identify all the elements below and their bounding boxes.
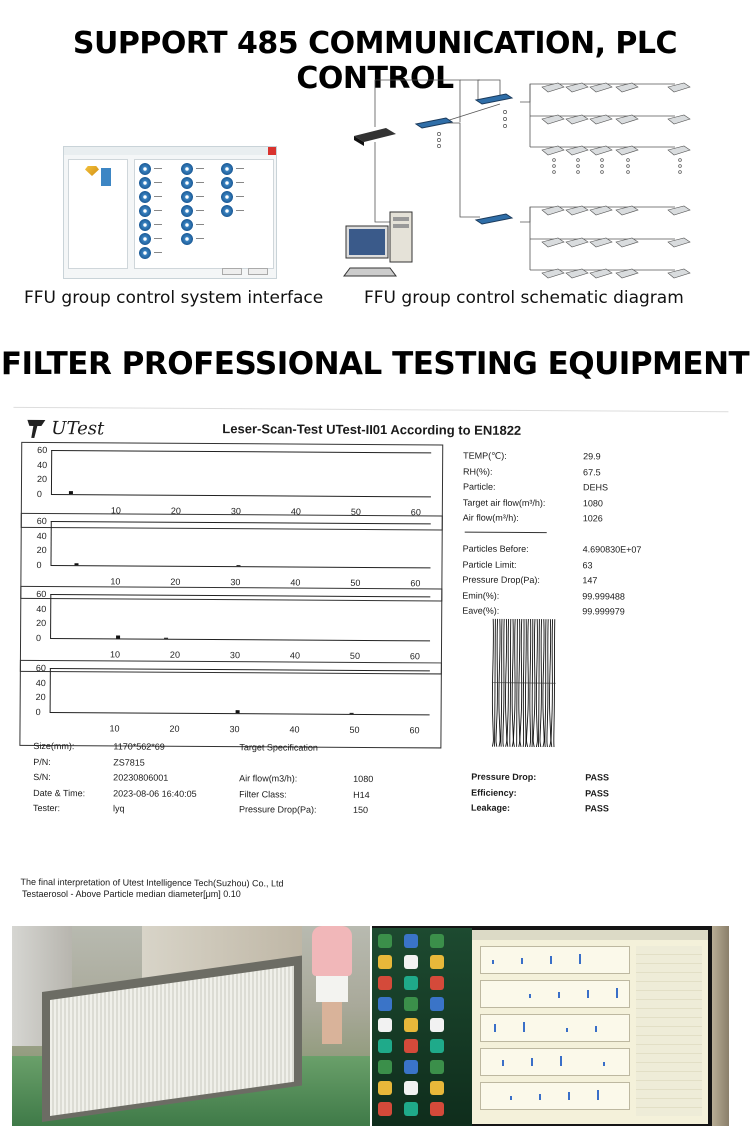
- size-value: 1170*562*69: [113, 741, 165, 752]
- software-plot-panel: [480, 1014, 630, 1042]
- x-tick-label: 30: [229, 650, 240, 661]
- software-spike: [492, 960, 494, 964]
- verdict-label: Efficiency:: [471, 787, 517, 798]
- x-tick-label: 10: [109, 649, 121, 660]
- y-tick-label: 20: [36, 544, 47, 556]
- x-tick-label: 40: [289, 724, 300, 735]
- headline-mid: FILTER PROFESSIONAL TESTING EQUIPMENT: [0, 346, 750, 382]
- y-tick-label: 40: [35, 677, 46, 688]
- leak-spike: [75, 563, 79, 565]
- desktop-app-icon: [404, 1081, 418, 1095]
- report-title: Leser-Scan-Test UTest-II01 According to EN1822: [222, 421, 522, 438]
- desktop-app-icon: [378, 934, 392, 948]
- headline-top: SUPPORT 485 COMMUNICATION, PLC CONTROL: [72, 26, 678, 96]
- x-tick-label: 10: [110, 505, 121, 516]
- env-param-label: Air flow(m³/h):: [462, 512, 519, 523]
- fan-icon: [221, 191, 233, 203]
- y-tick-label: 40: [36, 530, 47, 541]
- desktop-app-icon: [430, 1018, 444, 1032]
- y-tick-label: 60: [35, 662, 46, 674]
- airflow-label: Air flow(m3/h):: [239, 773, 298, 784]
- software-plot-panel: [480, 946, 630, 974]
- desktop-app-icon: [430, 976, 444, 990]
- y-tick-label: 60: [36, 515, 47, 527]
- fan-icon: [139, 219, 151, 231]
- desktop-app-icon: [404, 1102, 418, 1116]
- pn-label: P/N:: [33, 756, 51, 768]
- x-tick-label: 40: [290, 506, 301, 517]
- x-tick-label: 50: [349, 724, 360, 735]
- result-label: Pressure Drop(Pa):: [462, 574, 540, 586]
- fan-icon: [139, 163, 151, 175]
- y-tick-label: 40: [37, 459, 48, 470]
- fan-label-line: [154, 182, 162, 183]
- desktop-app-icon: [404, 1060, 418, 1074]
- y-tick-label: 0: [35, 706, 41, 717]
- fan-icon: [139, 191, 151, 203]
- leak-scan-pattern: [491, 619, 556, 747]
- fan-label-line: [196, 210, 204, 211]
- fan-label-line: [154, 238, 162, 239]
- leak-spike: [69, 491, 73, 494]
- desktop-app-icon: [430, 1102, 444, 1116]
- window-titlebar: [64, 147, 276, 155]
- x-tick-label: 10: [110, 576, 121, 587]
- env-param-label: Particle:: [462, 481, 496, 492]
- x-tick-label: 50: [349, 650, 360, 661]
- verdict-value: PASS: [584, 803, 609, 814]
- software-spike: [595, 1026, 597, 1032]
- fan-label-line: [154, 196, 162, 197]
- software-spike: [550, 956, 552, 964]
- software-spike: [502, 1060, 504, 1066]
- fan-icon: [139, 177, 151, 189]
- sn-label: S/N:: [33, 771, 51, 783]
- desktop-app-icon: [404, 934, 418, 948]
- fan-label-line: [154, 210, 162, 211]
- env-param-value: 1080: [582, 497, 603, 508]
- desktop-app-icon: [378, 1081, 392, 1095]
- utest-software-window: [472, 930, 708, 1124]
- software-side-panel: [636, 946, 702, 1116]
- y-tick-label: 20: [36, 617, 47, 629]
- desktop-app-icon: [430, 934, 444, 948]
- result-label: Emin(%):: [462, 590, 500, 601]
- desktop-app-icon: [430, 1039, 444, 1053]
- desktop-app-icon: [430, 1081, 444, 1095]
- scan-plot-frame: [19, 660, 442, 752]
- desktop-app-icon: [430, 997, 444, 1011]
- software-spike: [560, 1056, 562, 1066]
- y-tick-label: 60: [36, 588, 47, 600]
- fan-label-line: [236, 210, 244, 211]
- leak-spike: [236, 710, 240, 713]
- fan-icon: [181, 177, 193, 189]
- software-spike: [494, 1024, 496, 1032]
- date-value: 2023-08-06 16:40:05: [113, 788, 197, 799]
- monitor-stand-edge: [712, 926, 729, 1126]
- monitor-photo: [372, 926, 729, 1126]
- result-value: 4.690830E+07: [582, 544, 642, 555]
- gem-icon: [85, 166, 99, 176]
- x-tick-label: 10: [109, 723, 120, 734]
- fan-icon: [139, 233, 151, 245]
- result-label: Particles Before:: [462, 543, 529, 554]
- x-tick-label: 60: [410, 578, 421, 589]
- group-tree-panel: [68, 159, 128, 269]
- x-tick-label: 20: [169, 649, 181, 660]
- fan-icon: [221, 205, 233, 217]
- software-spike: [603, 1062, 605, 1066]
- software-plot-panel: [480, 980, 630, 1008]
- x-tick-label: 20: [170, 505, 181, 516]
- worker-legs: [322, 1002, 342, 1044]
- worker-shorts: [316, 976, 348, 1002]
- desktop-app-icon: [378, 955, 392, 969]
- software-spike: [531, 1058, 533, 1066]
- fan-label-line: [196, 224, 204, 225]
- close-icon: [268, 147, 276, 155]
- fan-icon: [139, 247, 151, 259]
- fan-label-line: [154, 252, 162, 253]
- desktop-app-icon: [404, 997, 418, 1011]
- desktop-app-icon: [378, 1018, 392, 1032]
- fan-icon: [181, 163, 193, 175]
- result-label: Eave(%):: [462, 605, 500, 616]
- y-tick-label: 0: [36, 632, 42, 643]
- x-tick-label: 30: [230, 506, 241, 517]
- desktop-app-icon: [404, 955, 418, 969]
- result-value: 99.999488: [582, 590, 625, 602]
- y-tick-label: 20: [36, 473, 48, 485]
- x-tick-label: 50: [350, 577, 361, 588]
- fan-label-line: [236, 168, 244, 169]
- filter-class-label: Filter Class:: [239, 789, 287, 800]
- pressure-drop-label: Pressure Drop(Pa):: [238, 804, 317, 815]
- x-tick-label: 60: [409, 725, 420, 736]
- switch-icons: [416, 94, 512, 224]
- fan-icon: [221, 177, 233, 189]
- y-tick-label: 0: [36, 488, 42, 499]
- pn-value: ZS7815: [113, 757, 145, 768]
- software-spike: [597, 1090, 599, 1100]
- fan-label-line: [196, 196, 204, 197]
- env-param-label: RH(%):: [463, 466, 493, 477]
- leak-spike: [350, 713, 354, 714]
- desktop-app-icon: [404, 976, 418, 990]
- desktop-app-icon: [430, 1060, 444, 1074]
- env-param-label: TEMP(℃):: [463, 450, 507, 461]
- env-param-value: 1026: [582, 513, 603, 524]
- env-param-value: 67.5: [583, 466, 601, 477]
- y-tick-label: 20: [35, 691, 46, 703]
- fan-label-line: [196, 238, 204, 239]
- software-spike: [587, 990, 589, 998]
- factory-photo: [12, 926, 370, 1126]
- report-logo-text: UTest: [51, 418, 105, 440]
- verdict-label: Leakage:: [470, 802, 511, 813]
- x-tick-label: 60: [410, 507, 421, 518]
- verdict-value: PASS: [585, 772, 610, 783]
- desktop-app-icon: [378, 1060, 392, 1074]
- env-param-value: DEHS: [582, 482, 609, 493]
- software-spike: [510, 1096, 512, 1100]
- leak-spike: [236, 565, 240, 566]
- software-spike: [539, 1094, 541, 1100]
- selected-group: [101, 168, 111, 186]
- software-spike: [568, 1092, 570, 1100]
- utest-logo-icon: [25, 418, 47, 440]
- ffu-unit-icons: [542, 83, 690, 278]
- fan-icon: [139, 205, 151, 217]
- software-spike: [521, 958, 523, 964]
- size-label: Size(mm):: [33, 740, 75, 752]
- report-footer-aerosol: Testaerosol - Above Particle median diameter[μm] 0.10: [22, 889, 241, 899]
- leak-spike: [164, 638, 168, 639]
- fan-grid-panel: [134, 159, 274, 269]
- filter-class-value: H14: [353, 789, 370, 801]
- leak-spike: [116, 635, 120, 638]
- software-spike: [616, 988, 618, 998]
- fan-label-line: [196, 182, 204, 183]
- env-param-label: Target air flow(m³/h):: [462, 497, 546, 508]
- fan-icon: [181, 233, 193, 245]
- x-tick-label: 30: [230, 577, 241, 588]
- desktop-app-icon: [378, 1039, 392, 1053]
- fan-icon: [221, 163, 233, 175]
- x-tick-label: 30: [229, 724, 240, 735]
- fan-label-line: [236, 196, 244, 197]
- software-titlebar: [472, 930, 708, 940]
- fan-label-line: [154, 224, 162, 225]
- result-label: Particle Limit:: [462, 559, 517, 570]
- y-tick-label: 40: [36, 603, 47, 614]
- worker-shirt: [312, 926, 352, 976]
- software-plot-panel: [480, 1082, 630, 1110]
- x-tick-label: 40: [290, 577, 301, 588]
- x-tick-label: 40: [289, 650, 300, 661]
- fan-label-line: [154, 168, 162, 169]
- sn-value: 20230806001: [113, 772, 169, 783]
- fan-icon: [181, 191, 193, 203]
- verdict-value: PASS: [585, 787, 609, 798]
- params-divider: [465, 532, 547, 534]
- desktop-app-icon: [378, 997, 392, 1011]
- software-spike: [523, 1022, 525, 1032]
- x-tick-label: 60: [409, 651, 420, 662]
- result-value: 63: [582, 559, 593, 570]
- ffu-control-window: [63, 146, 277, 279]
- software-spike: [579, 954, 581, 964]
- caption-schematic: FFU group control schematic diagram: [364, 288, 684, 308]
- caption-control-interface: FFU group control system interface: [24, 288, 324, 308]
- result-value: 147: [582, 575, 598, 586]
- desktop-app-icon: [378, 1102, 392, 1116]
- airflow-value: 1080: [353, 773, 374, 785]
- target-spec-label: Target Specification: [239, 742, 318, 753]
- tester-label: Tester:: [32, 802, 61, 814]
- confirm-button: [222, 268, 242, 275]
- env-param-value: 29.9: [583, 451, 601, 462]
- software-spike: [558, 992, 560, 998]
- ffu-schematic-diagram: [340, 72, 712, 284]
- y-tick-label: 60: [37, 444, 48, 456]
- fan-icon: [181, 205, 193, 217]
- report-footer-disclaimer: The final interpretation of Utest Intelligence Tech(Suzhou) Co., Ltd: [20, 876, 284, 889]
- fan-icon: [181, 219, 193, 231]
- x-tick-label: 20: [170, 576, 181, 587]
- fan-label-line: [236, 182, 244, 183]
- x-tick-label: 20: [169, 723, 180, 734]
- x-tick-label: 50: [350, 506, 361, 517]
- software-spike: [566, 1028, 568, 1032]
- desktop-app-icon: [378, 976, 392, 990]
- test-report: [11, 407, 729, 889]
- fan-label-line: [196, 168, 204, 169]
- tester-value: lyq: [112, 803, 125, 814]
- verdict-label: Pressure Drop:: [471, 771, 537, 783]
- result-value: 99.999979: [582, 606, 625, 617]
- cancel-button: [248, 268, 268, 275]
- software-spike: [529, 994, 531, 998]
- date-label: Date & Time:: [33, 787, 86, 799]
- desktop-app-icon: [404, 1018, 418, 1032]
- desktop-app-icon: [404, 1039, 418, 1053]
- pressure-drop-value: 150: [352, 804, 369, 815]
- desktop-app-icon: [430, 955, 444, 969]
- y-tick-label: 0: [36, 559, 42, 570]
